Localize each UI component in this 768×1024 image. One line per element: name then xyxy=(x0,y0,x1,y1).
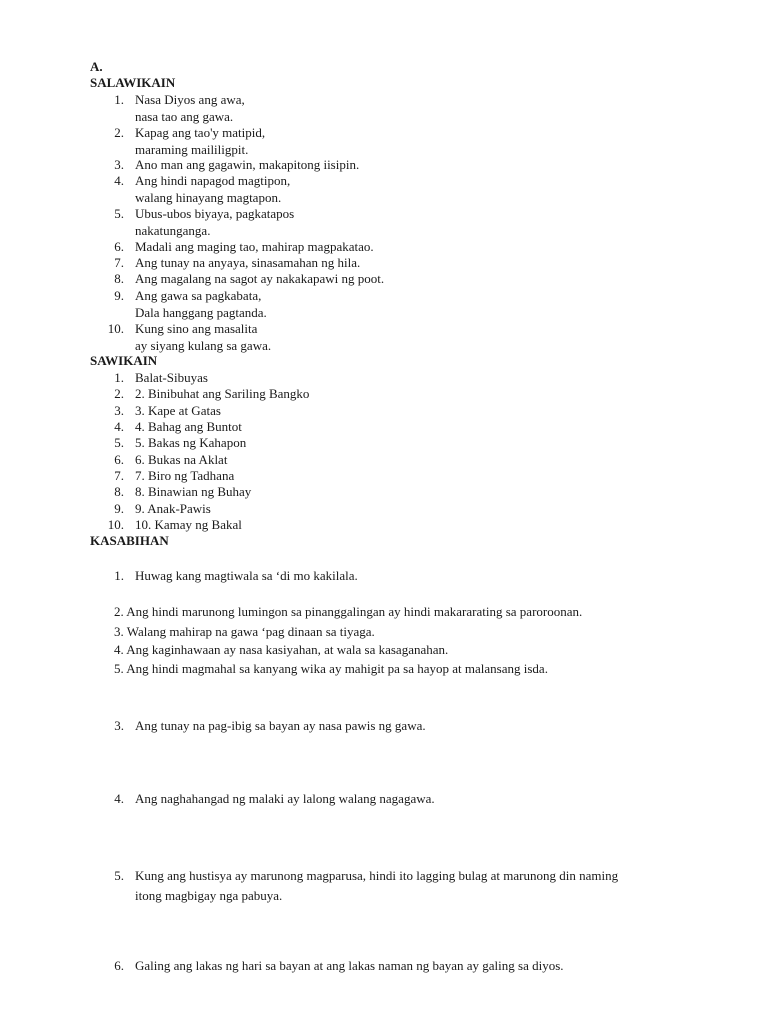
list-text: 9. Anak-Pawis xyxy=(135,501,211,516)
line: Ang tunay na pag-ibig sa bayan ay nasa pawis ng gawa. xyxy=(135,718,426,733)
list-number: 3. xyxy=(114,718,124,733)
list-text xyxy=(135,288,267,321)
list-number: 4. xyxy=(114,173,124,188)
list-text xyxy=(135,125,265,158)
line: Ubus-ubos biyaya, pagkatapos xyxy=(135,206,295,221)
kasabihan-plain-item-2: 2. Ang hindi marunong lumingon sa pinanggalingan ay hindi makararating sa paroroonan. xyxy=(114,604,583,619)
list-number: 2. xyxy=(114,386,124,401)
line: nasa tao ang gawa. xyxy=(135,108,234,124)
line: Dala hanggang pagtanda. xyxy=(135,304,267,320)
list-text xyxy=(135,866,618,906)
line: Ang hindi napagod magtipon, xyxy=(135,173,291,188)
line: Galing ang lakas ng hari sa bayan at ang lakas naman ng bayan ay galing sa diyos. xyxy=(135,958,564,973)
list-text: 8. Binawian ng Buhay xyxy=(135,484,252,499)
list-number: 7. xyxy=(114,255,124,270)
list-text: 10. Kamay ng Bakal xyxy=(135,517,242,532)
kasabihan-heading: KASABIHAN xyxy=(90,533,169,548)
list-number: 6. xyxy=(114,452,124,467)
list-number: 6. xyxy=(114,958,124,973)
line: maraming maililigpit. xyxy=(135,141,249,157)
list-number: 3. xyxy=(114,403,124,418)
kasabihan-plain-item-5: 5. Ang hindi magmahal sa kanyang wika ay mahigit pa sa hayop at malansang isda. xyxy=(114,661,548,676)
list-text xyxy=(135,271,384,288)
list-number: 2. xyxy=(114,125,124,140)
list-text: 2. Binibuhat ang Sariling Bangko xyxy=(135,386,310,401)
sawikain-heading: SAWIKAIN xyxy=(90,353,158,368)
line: itong magbigay nga pabuya. xyxy=(135,888,283,903)
list-text xyxy=(135,718,426,735)
list-text xyxy=(135,92,245,125)
line: Nasa Diyos ang awa, xyxy=(135,92,245,107)
line: nakatunganga. xyxy=(135,222,211,238)
kasabihan-plain-item-3: 3. Walang mahirap na gawa ‘pag dinaan sa tiyaga. xyxy=(114,624,375,639)
list-number: 8. xyxy=(114,484,124,499)
line: Ang magalang na sagot ay nakakapawi ng poot. xyxy=(135,271,385,286)
list-text xyxy=(135,157,359,174)
list-text: 4. Bahag ang Buntot xyxy=(135,419,242,434)
list-text: 6. Bukas na Aklat xyxy=(135,452,228,467)
line: Ano man ang gagawin, makapitong iisipin. xyxy=(135,157,360,172)
list-text: Huwag kang magtiwala sa ‘di mo kakilala. xyxy=(135,568,358,583)
list-number: 5. xyxy=(114,206,124,221)
line: walang hinayang magtapon. xyxy=(135,189,282,205)
list-number: 1. xyxy=(114,568,124,583)
list-text: 5. Bakas ng Kahapon xyxy=(135,435,247,450)
list-number: 5. xyxy=(114,435,124,450)
list-number: 4. xyxy=(114,419,124,434)
line: Kung sino ang masalita xyxy=(135,321,258,336)
salawikain-heading: SALAWIKAIN xyxy=(90,75,176,90)
list-number: 9. xyxy=(114,501,124,516)
line: Ang naghahangad ng malaki ay lalong walang nagagawa. xyxy=(135,791,435,806)
list-text xyxy=(135,321,271,354)
list-number: 4. xyxy=(114,791,124,806)
list-text xyxy=(135,206,294,239)
list-text: 7. Biro ng Tadhana xyxy=(135,468,235,483)
list-number: 1. xyxy=(114,370,124,385)
list-number: 3. xyxy=(114,157,124,172)
list-number: 9. xyxy=(114,288,124,303)
line: Madali ang maging tao, mahirap magpakatao. xyxy=(135,239,374,254)
list-text xyxy=(135,239,374,256)
line: ay siyang kulang sa gawa. xyxy=(135,337,272,353)
kasabihan-plain-item-4: 4. Ang kaginhawaan ay nasa kasiyahan, at wala sa kasaganahan. xyxy=(114,642,449,657)
list-text xyxy=(135,173,290,206)
list-text xyxy=(135,255,360,272)
list-text xyxy=(135,791,435,808)
list-number: 5. xyxy=(114,868,124,883)
list-text xyxy=(135,958,564,975)
list-number: 1. xyxy=(114,92,124,107)
list-text: 3. Kape at Gatas xyxy=(135,403,221,418)
line: Ang gawa sa pagkabata, xyxy=(135,288,262,303)
list-number: 6. xyxy=(114,239,124,254)
line: Kung ang hustisya ay marunong magparusa, hindi ito lagging bulag at marunong din naming xyxy=(135,868,619,883)
list-number: 7. xyxy=(114,468,124,483)
section-letter: A. xyxy=(90,59,103,74)
list-text: Balat-Sibuyas xyxy=(135,370,208,385)
list-number: 10. xyxy=(107,517,124,532)
line: Ang tunay na anyaya, sinasamahan ng hila. xyxy=(135,255,361,270)
list-number: 8. xyxy=(114,271,124,286)
list-number: 10. xyxy=(107,321,124,336)
line: Kapag ang tao'y matipid, xyxy=(135,125,266,140)
